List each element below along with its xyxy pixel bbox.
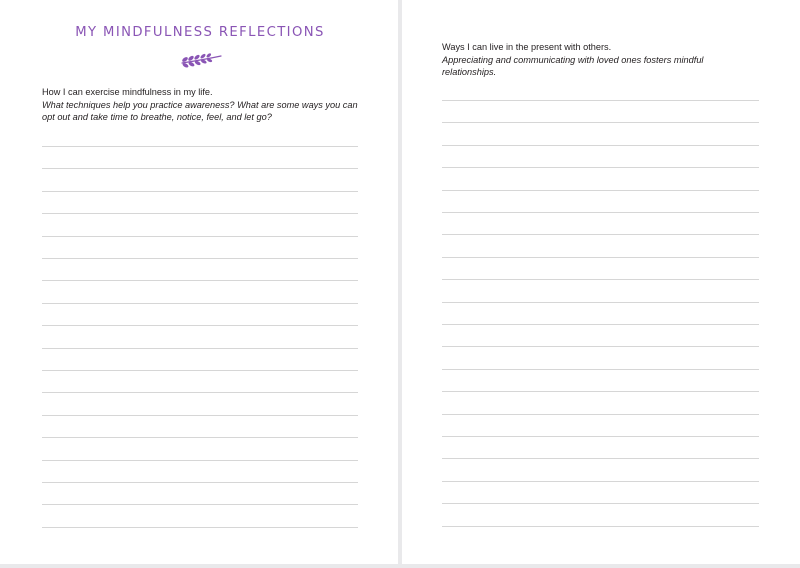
writing-line[interactable] xyxy=(42,303,358,304)
writing-line[interactable] xyxy=(442,257,759,258)
writing-line[interactable] xyxy=(42,213,358,214)
writing-line[interactable] xyxy=(42,370,358,371)
writing-line[interactable] xyxy=(442,391,759,392)
writing-line[interactable] xyxy=(42,437,358,438)
writing-line[interactable] xyxy=(442,458,759,459)
writing-line[interactable] xyxy=(442,234,759,235)
left-prompt-question: How I can exercise mindfulness in my life. xyxy=(42,87,213,97)
writing-line[interactable] xyxy=(442,167,759,168)
writing-line[interactable] xyxy=(442,145,759,146)
writing-line[interactable] xyxy=(42,504,358,505)
right-writing-lines xyxy=(442,0,759,568)
writing-line[interactable] xyxy=(442,436,759,437)
writing-line[interactable] xyxy=(42,527,358,528)
writing-line[interactable] xyxy=(42,482,358,483)
right-prompt-subtext-1: Appreciating and communicating with loved ones fosters mindful xyxy=(442,54,704,65)
writing-line[interactable] xyxy=(442,324,759,325)
writing-line[interactable] xyxy=(442,302,759,303)
writing-line[interactable] xyxy=(442,503,759,504)
writing-line[interactable] xyxy=(442,414,759,415)
writing-line[interactable] xyxy=(42,460,358,461)
writing-line[interactable] xyxy=(42,258,358,259)
left-prompt-subtext-2: opt out and take time to breathe, notice, feel, and let go? xyxy=(42,112,272,122)
writing-line[interactable] xyxy=(442,100,759,101)
page-heading: MY MINDFULNESS REFLECTIONS xyxy=(75,25,325,40)
writing-line[interactable] xyxy=(442,212,759,213)
writing-line[interactable] xyxy=(42,191,358,192)
writing-line[interactable] xyxy=(42,168,358,169)
writing-line[interactable] xyxy=(442,122,759,123)
writing-line[interactable] xyxy=(42,325,358,326)
writing-line[interactable] xyxy=(42,146,358,147)
writing-line[interactable] xyxy=(42,348,358,349)
writing-line[interactable] xyxy=(42,280,358,281)
left-prompt-subtext-1: What techniques help you practice awareness? What are some ways you can xyxy=(42,99,358,110)
left-writing-lines xyxy=(42,0,358,568)
writing-line[interactable] xyxy=(442,190,759,191)
writing-line[interactable] xyxy=(442,369,759,370)
writing-line[interactable] xyxy=(442,346,759,347)
writing-line[interactable] xyxy=(442,279,759,280)
writing-line[interactable] xyxy=(442,481,759,482)
writing-line[interactable] xyxy=(442,526,759,527)
right-prompt-subtext-2: relationships. xyxy=(442,67,497,77)
writing-line[interactable] xyxy=(42,415,358,416)
writing-line[interactable] xyxy=(42,236,358,237)
writing-line[interactable] xyxy=(42,392,358,393)
right-prompt-question: Ways I can live in the present with others. xyxy=(442,42,612,52)
